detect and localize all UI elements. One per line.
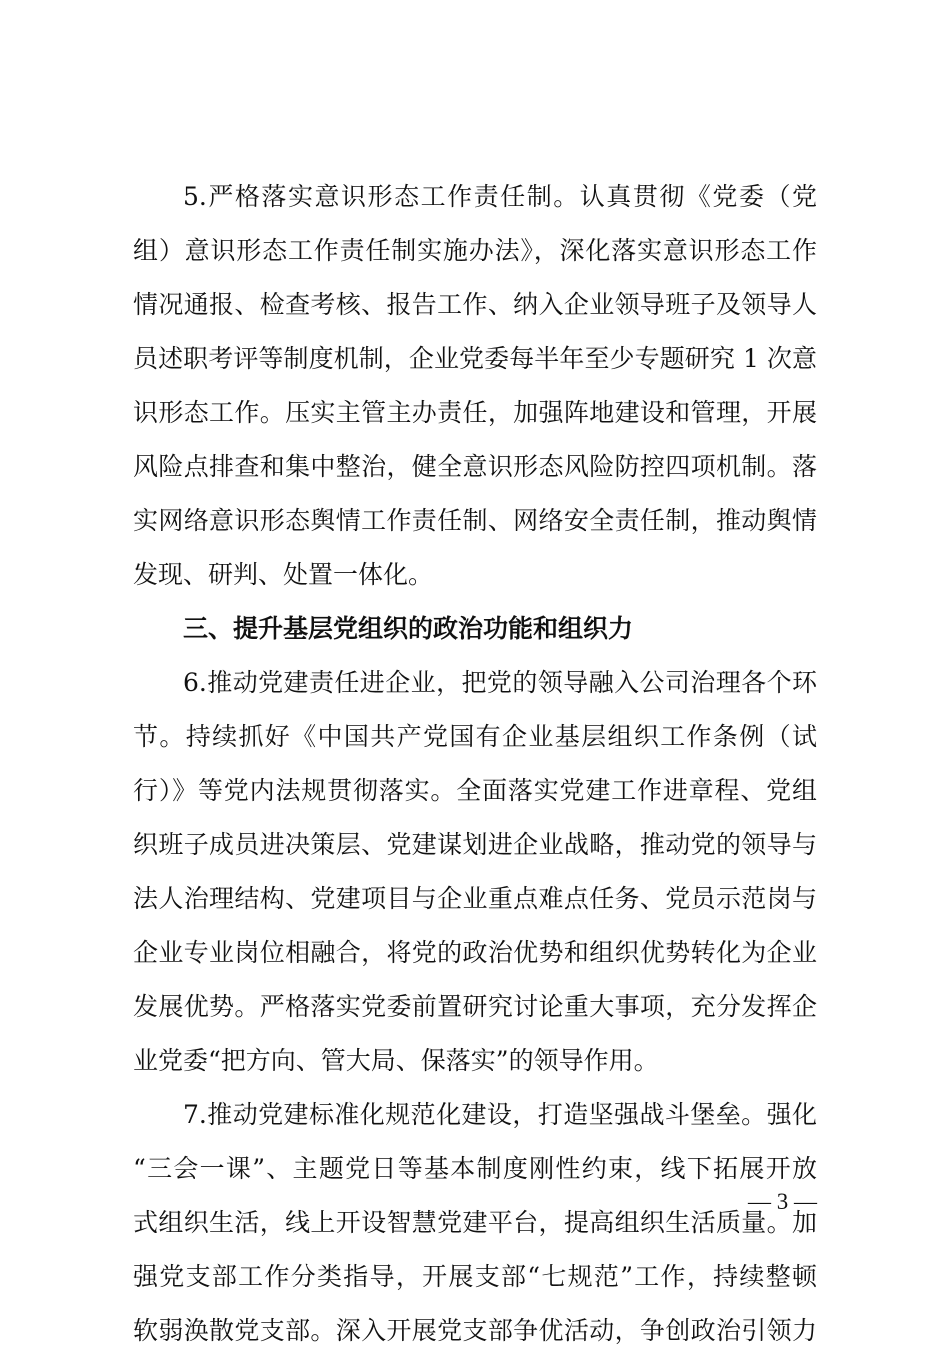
page-number: — 3 —	[748, 1189, 817, 1214]
text-line: 强党支部工作分类指导，开展支部“七规范”工作，持续整顿	[133, 1262, 817, 1291]
text-line: 实网络意识形态舆情工作责任制、网络安全责任制，推动舆情	[133, 506, 817, 535]
text-line: 风险点排查和集中整治，健全意识形态风险防控四项机制。落	[133, 452, 817, 481]
text-line: 软弱涣散党支部。深入开展党支部争优活动，争创政治引领力	[133, 1316, 817, 1345]
text-line: “三会一课”、主题党日等基本制度刚性约束，线下拓展开放	[133, 1154, 817, 1183]
text-line: 节。持续抓好《中国共产党国有企业基层组织工作条例（试	[133, 722, 817, 751]
text-line: 6.推动党建责任进企业，把党的领导融入公司治理各个环	[183, 668, 817, 697]
text-line: 式组织生活，线上开设智慧党建平台，提高组织生活质量。加	[133, 1208, 817, 1237]
text-line: 发展优势。严格落实党委前置研究讨论重大事项，充分发挥企	[133, 992, 817, 1021]
text-line: 识形态工作。压实主管主办责任，加强阵地建设和管理，开展	[133, 398, 817, 427]
section-heading	[133, 602, 817, 656]
text-line: 员述职考评等制度机制，企业党委每半年至少专题研究 1 次意	[133, 344, 817, 373]
text-line: 7.推动党建标准化规范化建设，打造坚强战斗堡垒。强化	[183, 1100, 817, 1129]
text-line: 5.严格落实意识形态工作责任制。认真贯彻《党委（党	[183, 182, 817, 211]
text-line: 行）》等党内法规贯彻落实。全面落实党建工作进章程、党组	[133, 776, 817, 805]
text-line: 企业专业岗位相融合，将党的政治优势和组织优势转化为企业	[133, 938, 817, 967]
paragraph-5	[133, 170, 817, 602]
text-line: 法人治理结构、党建项目与企业重点难点任务、党员示范岗与	[133, 884, 817, 913]
text-line: 织班子成员进决策层、党建谋划进企业战略，推动党的领导与	[133, 830, 817, 859]
paragraph-6	[133, 656, 817, 1088]
document-body	[133, 170, 817, 1358]
text-line: 情况通报、检查考核、报告工作、纳入企业领导班子及领导人	[133, 290, 817, 319]
section-heading-text: 三、提升基层党组织的政治功能和组织力	[183, 614, 634, 643]
paragraph-7	[133, 1088, 817, 1358]
text-line: 业党委“把方向、管大局、保落实”的领导作用。	[133, 1046, 659, 1075]
text-line: 组）意识形态工作责任制实施办法》，深化落实意识形态工作	[133, 236, 817, 265]
text-line: 发现、研判、处置一体化。	[133, 560, 434, 589]
